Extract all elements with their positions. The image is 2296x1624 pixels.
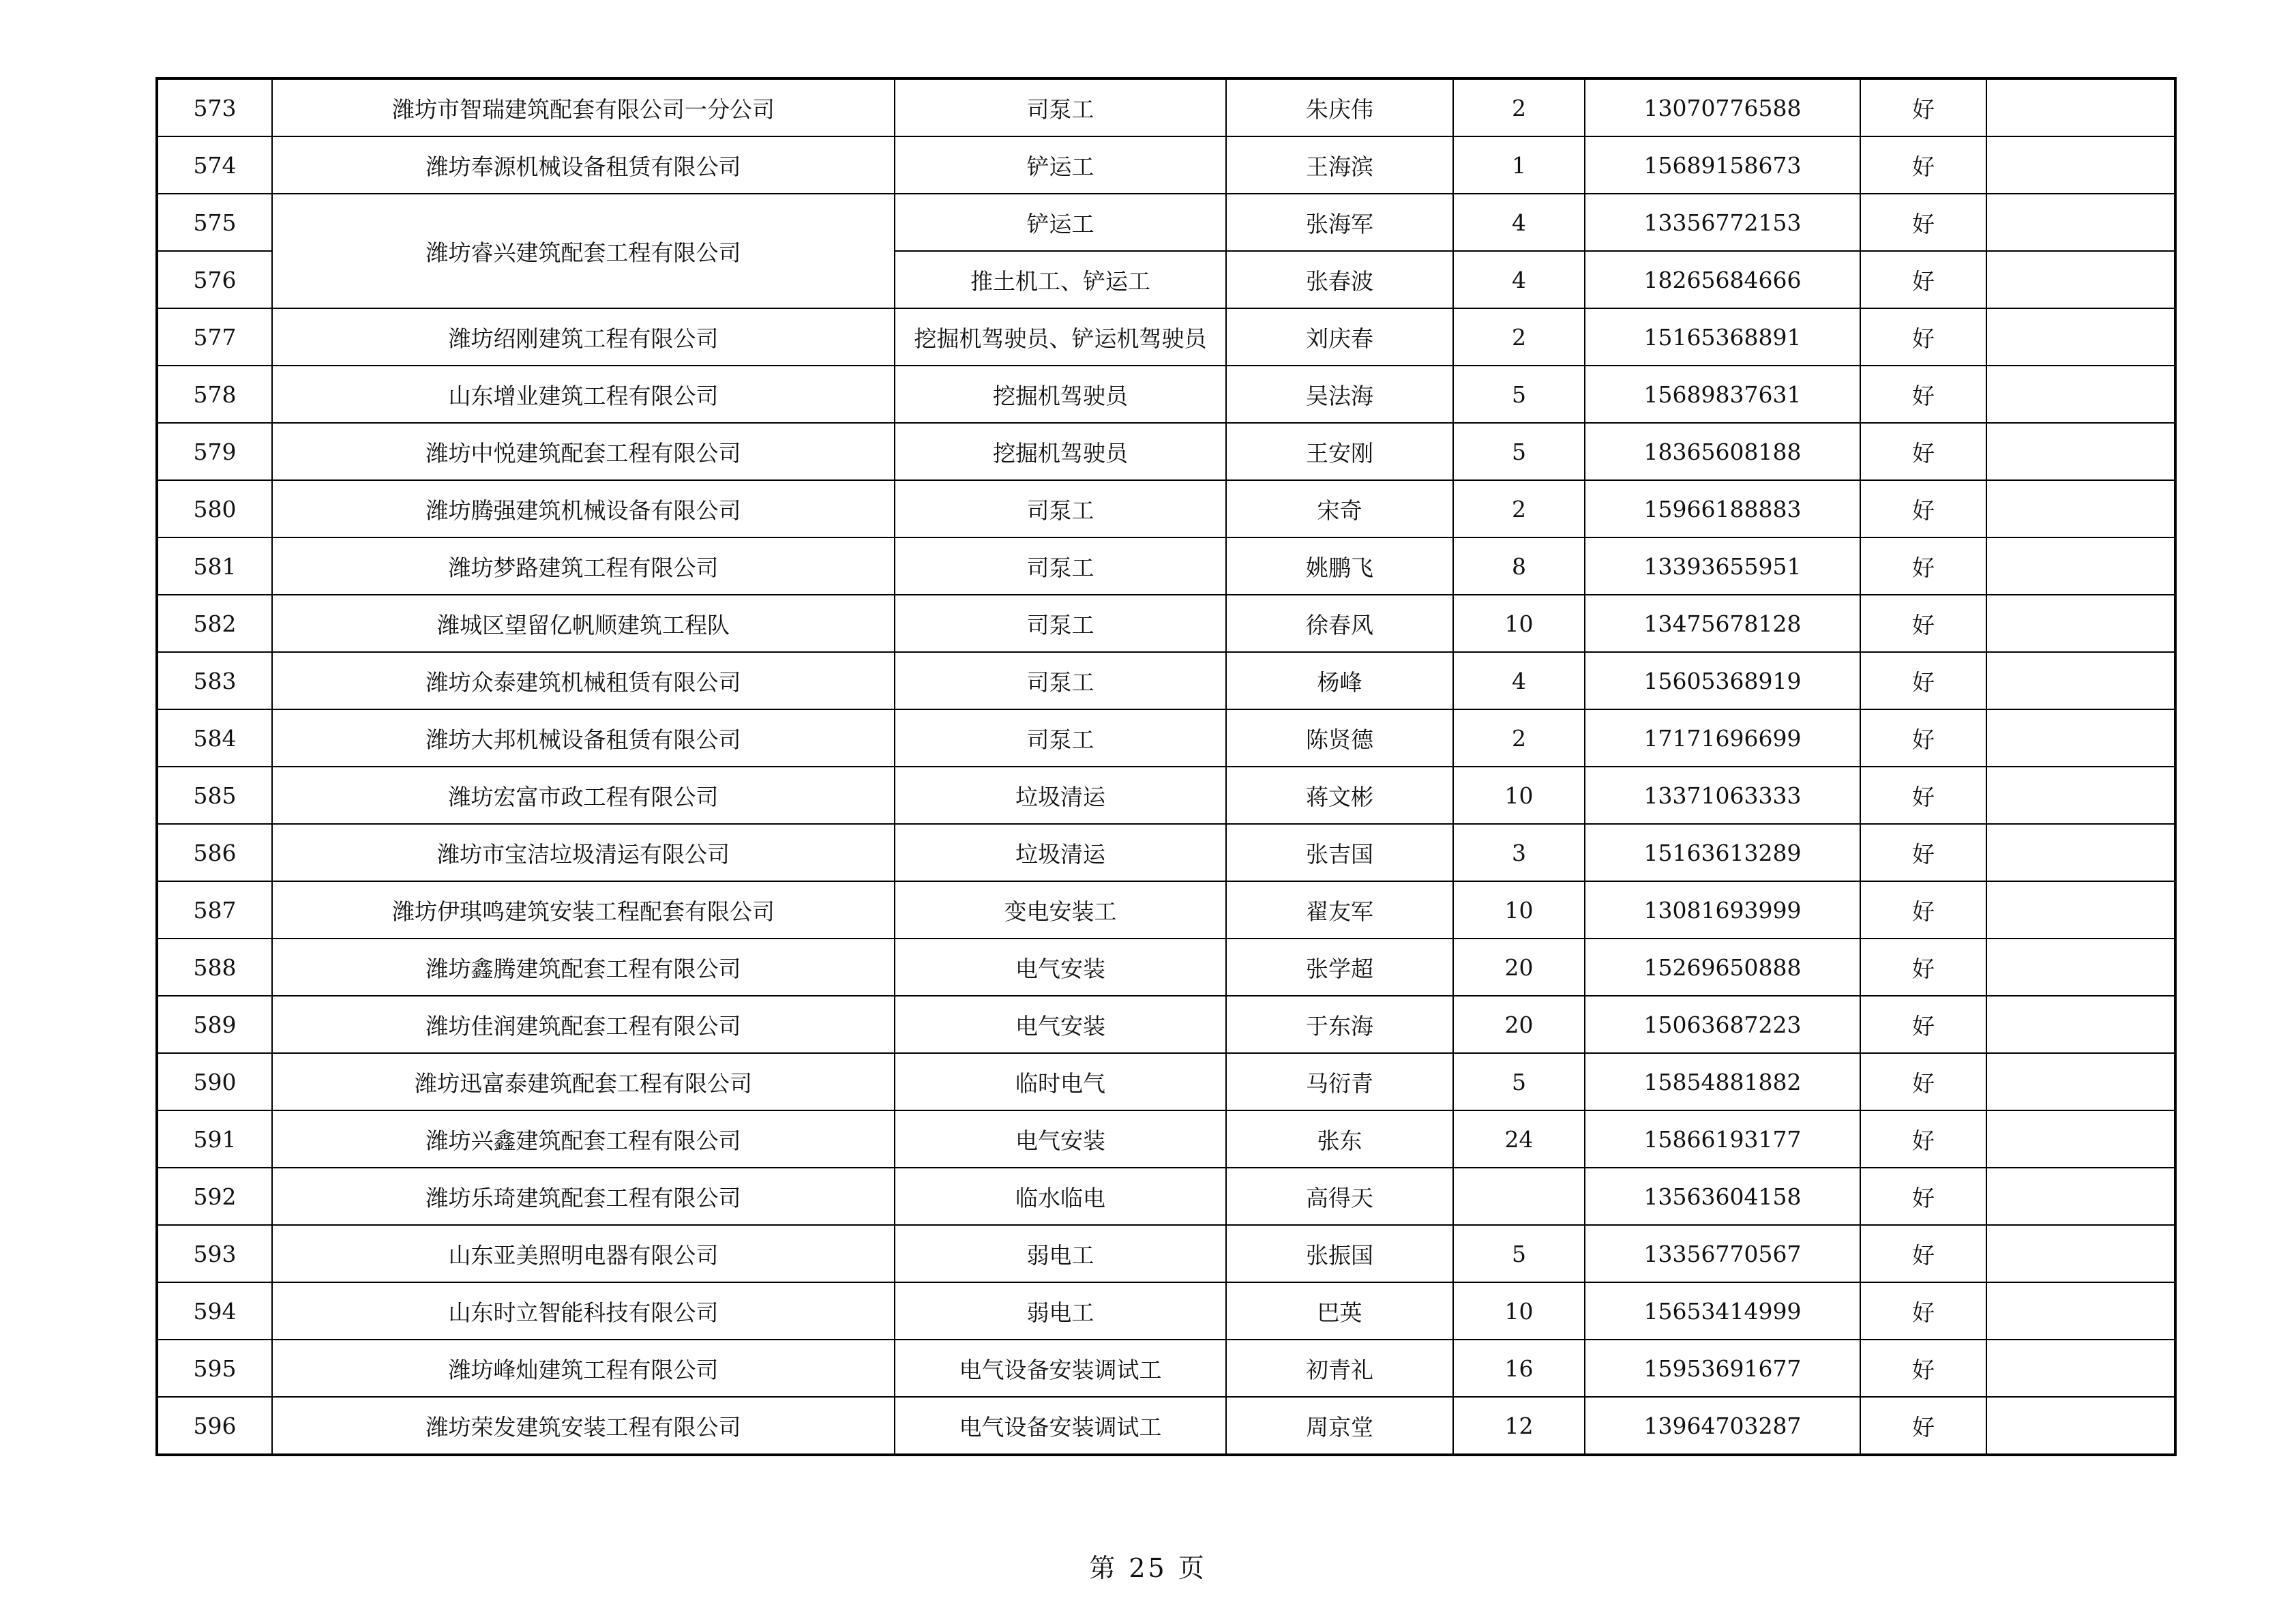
phone-cell: 15689837631 [1585, 366, 1860, 423]
table-row [157, 1397, 2175, 1455]
table-row [157, 996, 2175, 1053]
headcount-cell [1453, 1168, 1585, 1225]
rating-cell: 好 [1860, 194, 1986, 251]
company-cell: 潍坊迅富泰建筑配套工程有限公司 [272, 1053, 895, 1110]
phone-cell: 13081693999 [1585, 881, 1860, 939]
rating-cell: 好 [1860, 1225, 1986, 1282]
contact-name-cell: 张东 [1226, 1110, 1453, 1168]
note-cell [1986, 709, 2175, 767]
trade-cell: 垃圾清运 [895, 767, 1226, 824]
headcount-cell: 10 [1453, 595, 1585, 652]
trade-cell: 挖掘机驾驶员 [895, 423, 1226, 480]
row-number-cell: 585 [157, 767, 272, 824]
note-cell [1986, 1110, 2175, 1168]
note-cell [1986, 1282, 2175, 1340]
phone-cell: 15653414999 [1585, 1282, 1860, 1340]
note-cell [1986, 824, 2175, 881]
headcount-cell: 2 [1453, 78, 1585, 136]
headcount-cell: 24 [1453, 1110, 1585, 1168]
company-cell: 潍城区望留亿帆顺建筑工程队 [272, 595, 895, 652]
contact-name-cell: 王安刚 [1226, 423, 1453, 480]
trade-cell: 弱电工 [895, 1282, 1226, 1340]
company-cell: 潍坊伊琪鸣建筑安装工程配套有限公司 [272, 881, 895, 939]
contact-name-cell: 朱庆伟 [1226, 78, 1453, 136]
phone-cell: 15063687223 [1585, 996, 1860, 1053]
company-cell: 潍坊荣发建筑安装工程有限公司 [272, 1397, 895, 1455]
trade-cell: 司泵工 [895, 595, 1226, 652]
note-cell [1986, 308, 2175, 366]
contact-name-cell: 王海滨 [1226, 136, 1453, 194]
phone-cell: 15854881882 [1585, 1053, 1860, 1110]
company-cell: 潍坊宏富市政工程有限公司 [272, 767, 895, 824]
phone-cell: 13070776588 [1585, 78, 1860, 136]
note-cell [1986, 1340, 2175, 1397]
contact-name-cell: 张振国 [1226, 1225, 1453, 1282]
row-number-cell: 581 [157, 537, 272, 595]
rating-cell: 好 [1860, 251, 1986, 308]
contact-name-cell: 宋奇 [1226, 480, 1453, 537]
note-cell [1986, 366, 2175, 423]
company-cell: 潍坊大邦机械设备租赁有限公司 [272, 709, 895, 767]
page-number: 第 25 页 [1089, 1553, 1207, 1583]
phone-cell: 15689158673 [1585, 136, 1860, 194]
rating-cell: 好 [1860, 824, 1986, 881]
rating-cell: 好 [1860, 78, 1986, 136]
row-number-cell: 578 [157, 366, 272, 423]
rating-cell: 好 [1860, 1053, 1986, 1110]
contact-name-cell: 于东海 [1226, 996, 1453, 1053]
headcount-cell: 5 [1453, 423, 1585, 480]
company-cell: 山东增业建筑工程有限公司 [272, 366, 895, 423]
rating-cell: 好 [1860, 652, 1986, 709]
row-number-cell: 582 [157, 595, 272, 652]
contact-name-cell: 高得天 [1226, 1168, 1453, 1225]
headcount-cell: 2 [1453, 480, 1585, 537]
headcount-cell: 20 [1453, 939, 1585, 996]
trade-cell: 铲运工 [895, 136, 1226, 194]
phone-cell: 13356772153 [1585, 194, 1860, 251]
trade-cell: 挖掘机驾驶员 [895, 366, 1226, 423]
table-row [157, 824, 2175, 881]
company-cell: 潍坊梦路建筑工程有限公司 [272, 537, 895, 595]
row-number-cell: 583 [157, 652, 272, 709]
phone-cell: 15605368919 [1585, 652, 1860, 709]
headcount-cell: 5 [1453, 366, 1585, 423]
row-number-cell: 587 [157, 881, 272, 939]
row-number-cell: 595 [157, 1340, 272, 1397]
rating-cell: 好 [1860, 1168, 1986, 1225]
table-row [157, 1110, 2175, 1168]
row-number-cell: 596 [157, 1397, 272, 1455]
contact-name-cell: 张海军 [1226, 194, 1453, 251]
table-row [157, 194, 2175, 251]
headcount-cell: 16 [1453, 1340, 1585, 1397]
contact-name-cell: 张吉国 [1226, 824, 1453, 881]
contact-name-cell: 张春波 [1226, 251, 1453, 308]
note-cell [1986, 652, 2175, 709]
table-row [157, 1340, 2175, 1397]
trade-cell: 电气设备安装调试工 [895, 1340, 1226, 1397]
headcount-cell: 12 [1453, 1397, 1585, 1455]
rating-cell: 好 [1860, 423, 1986, 480]
table-row [157, 881, 2175, 939]
trade-cell: 垃圾清运 [895, 824, 1226, 881]
trade-cell: 挖掘机驾驶员、铲运机驾驶员 [895, 308, 1226, 366]
trade-cell: 临时电气 [895, 1053, 1226, 1110]
note-cell [1986, 1225, 2175, 1282]
note-cell [1986, 194, 2175, 251]
row-number-cell: 579 [157, 423, 272, 480]
row-number-cell: 577 [157, 308, 272, 366]
row-number-cell: 594 [157, 1282, 272, 1340]
company-cell: 潍坊鑫腾建筑配套工程有限公司 [272, 939, 895, 996]
phone-cell: 15165368891 [1585, 308, 1860, 366]
table-row [157, 767, 2175, 824]
trade-cell: 司泵工 [895, 480, 1226, 537]
rating-cell: 好 [1860, 366, 1986, 423]
contact-name-cell: 徐春风 [1226, 595, 1453, 652]
rating-cell: 好 [1860, 537, 1986, 595]
note-cell [1986, 1397, 2175, 1455]
table-row [157, 480, 2175, 537]
row-number-cell: 574 [157, 136, 272, 194]
phone-cell: 13393655951 [1585, 537, 1860, 595]
trade-cell: 电气安装 [895, 1110, 1226, 1168]
rating-cell: 好 [1860, 996, 1986, 1053]
phone-cell: 15269650888 [1585, 939, 1860, 996]
row-number-cell: 584 [157, 709, 272, 767]
table-row [157, 709, 2175, 767]
trade-cell: 变电安装工 [895, 881, 1226, 939]
company-cell: 潍坊中悦建筑配套工程有限公司 [272, 423, 895, 480]
contact-name-cell: 吴法海 [1226, 366, 1453, 423]
row-number-cell: 593 [157, 1225, 272, 1282]
phone-cell: 13356770567 [1585, 1225, 1860, 1282]
table-row [157, 1282, 2175, 1340]
phone-cell: 15866193177 [1585, 1110, 1860, 1168]
phone-cell: 15163613289 [1585, 824, 1860, 881]
note-cell [1986, 251, 2175, 308]
table-row [157, 136, 2175, 194]
note-cell [1986, 537, 2175, 595]
company-cell: 潍坊乐琦建筑配套工程有限公司 [272, 1168, 895, 1225]
row-number-cell: 588 [157, 939, 272, 996]
table-row [157, 1225, 2175, 1282]
contact-name-cell: 张学超 [1226, 939, 1453, 996]
phone-cell: 13475678128 [1585, 595, 1860, 652]
phone-cell: 13371063333 [1585, 767, 1860, 824]
row-number-cell: 592 [157, 1168, 272, 1225]
table-body [157, 78, 2175, 1455]
company-cell: 潍坊佳润建筑配套工程有限公司 [272, 996, 895, 1053]
note-cell [1986, 996, 2175, 1053]
table-row [157, 366, 2175, 423]
table-row [157, 652, 2175, 709]
trade-cell: 司泵工 [895, 537, 1226, 595]
company-cell: 山东亚美照明电器有限公司 [272, 1225, 895, 1282]
headcount-cell: 10 [1453, 767, 1585, 824]
trade-cell: 司泵工 [895, 652, 1226, 709]
rating-cell: 好 [1860, 881, 1986, 939]
table-row [157, 1053, 2175, 1110]
company-cell: 潍坊睿兴建筑配套工程有限公司 [272, 194, 895, 308]
note-cell [1986, 1168, 2175, 1225]
phone-cell: 17171696699 [1585, 709, 1860, 767]
row-number-cell: 590 [157, 1053, 272, 1110]
contact-name-cell: 陈贤德 [1226, 709, 1453, 767]
company-cell: 潍坊市智瑞建筑配套有限公司一分公司 [272, 78, 895, 136]
note-cell [1986, 595, 2175, 652]
phone-cell: 15966188883 [1585, 480, 1860, 537]
table-row [157, 1168, 2175, 1225]
row-number-cell: 575 [157, 194, 272, 251]
contact-name-cell: 周京堂 [1226, 1397, 1453, 1455]
note-cell [1986, 939, 2175, 996]
row-number-cell: 580 [157, 480, 272, 537]
table-row [157, 537, 2175, 595]
rating-cell: 好 [1860, 1397, 1986, 1455]
contact-name-cell: 马衍青 [1226, 1053, 1453, 1110]
table-row [157, 308, 2175, 366]
row-number-cell: 586 [157, 824, 272, 881]
company-cell: 潍坊峰灿建筑工程有限公司 [272, 1340, 895, 1397]
rating-cell: 好 [1860, 480, 1986, 537]
company-cell: 山东时立智能科技有限公司 [272, 1282, 895, 1340]
trade-cell: 临水临电 [895, 1168, 1226, 1225]
rating-cell: 好 [1860, 939, 1986, 996]
note-cell [1986, 1053, 2175, 1110]
headcount-cell: 4 [1453, 251, 1585, 308]
row-number-cell: 591 [157, 1110, 272, 1168]
trade-cell: 电气安装 [895, 939, 1226, 996]
contact-name-cell: 翟友军 [1226, 881, 1453, 939]
trade-cell: 推土机工、铲运工 [895, 251, 1226, 308]
note-cell [1986, 881, 2175, 939]
rating-cell: 好 [1860, 1340, 1986, 1397]
trade-cell: 司泵工 [895, 78, 1226, 136]
phone-cell: 18365608188 [1585, 423, 1860, 480]
table-row [157, 595, 2175, 652]
row-number-cell: 576 [157, 251, 272, 308]
table-row [157, 78, 2175, 136]
headcount-cell: 10 [1453, 881, 1585, 939]
phone-cell: 13964703287 [1585, 1397, 1860, 1455]
table-row [157, 423, 2175, 480]
contractor-table [155, 77, 2177, 1456]
company-cell: 潍坊腾强建筑机械设备有限公司 [272, 480, 895, 537]
contact-name-cell: 蒋文彬 [1226, 767, 1453, 824]
trade-cell: 弱电工 [895, 1225, 1226, 1282]
note-cell [1986, 78, 2175, 136]
headcount-cell: 4 [1453, 194, 1585, 251]
phone-cell: 18265684666 [1585, 251, 1860, 308]
trade-cell: 铲运工 [895, 194, 1226, 251]
table-row [157, 939, 2175, 996]
company-cell: 潍坊绍刚建筑工程有限公司 [272, 308, 895, 366]
company-cell: 潍坊奉源机械设备租赁有限公司 [272, 136, 895, 194]
headcount-cell: 2 [1453, 709, 1585, 767]
row-number-cell: 589 [157, 996, 272, 1053]
phone-cell: 13563604158 [1585, 1168, 1860, 1225]
headcount-cell: 2 [1453, 308, 1585, 366]
headcount-cell: 5 [1453, 1053, 1585, 1110]
contact-name-cell: 杨峰 [1226, 652, 1453, 709]
phone-cell: 15953691677 [1585, 1340, 1860, 1397]
note-cell [1986, 423, 2175, 480]
rating-cell: 好 [1860, 595, 1986, 652]
row-number-cell: 573 [157, 78, 272, 136]
headcount-cell: 20 [1453, 996, 1585, 1053]
contact-name-cell: 姚鹏飞 [1226, 537, 1453, 595]
headcount-cell: 1 [1453, 136, 1585, 194]
rating-cell: 好 [1860, 136, 1986, 194]
headcount-cell: 5 [1453, 1225, 1585, 1282]
company-cell: 潍坊市宝洁垃圾清运有限公司 [272, 824, 895, 881]
company-cell: 潍坊兴鑫建筑配套工程有限公司 [272, 1110, 895, 1168]
rating-cell: 好 [1860, 1110, 1986, 1168]
headcount-cell: 3 [1453, 824, 1585, 881]
company-cell: 潍坊众泰建筑机械租赁有限公司 [272, 652, 895, 709]
headcount-cell: 10 [1453, 1282, 1585, 1340]
note-cell [1986, 767, 2175, 824]
contact-name-cell: 巴英 [1226, 1282, 1453, 1340]
headcount-cell: 8 [1453, 537, 1585, 595]
trade-cell: 电气设备安装调试工 [895, 1397, 1226, 1455]
trade-cell: 司泵工 [895, 709, 1226, 767]
headcount-cell: 4 [1453, 652, 1585, 709]
rating-cell: 好 [1860, 767, 1986, 824]
note-cell [1986, 136, 2175, 194]
trade-cell: 电气安装 [895, 996, 1226, 1053]
contact-name-cell: 刘庆春 [1226, 308, 1453, 366]
note-cell [1986, 480, 2175, 537]
rating-cell: 好 [1860, 308, 1986, 366]
rating-cell: 好 [1860, 1282, 1986, 1340]
rating-cell: 好 [1860, 709, 1986, 767]
contact-name-cell: 初青礼 [1226, 1340, 1453, 1397]
